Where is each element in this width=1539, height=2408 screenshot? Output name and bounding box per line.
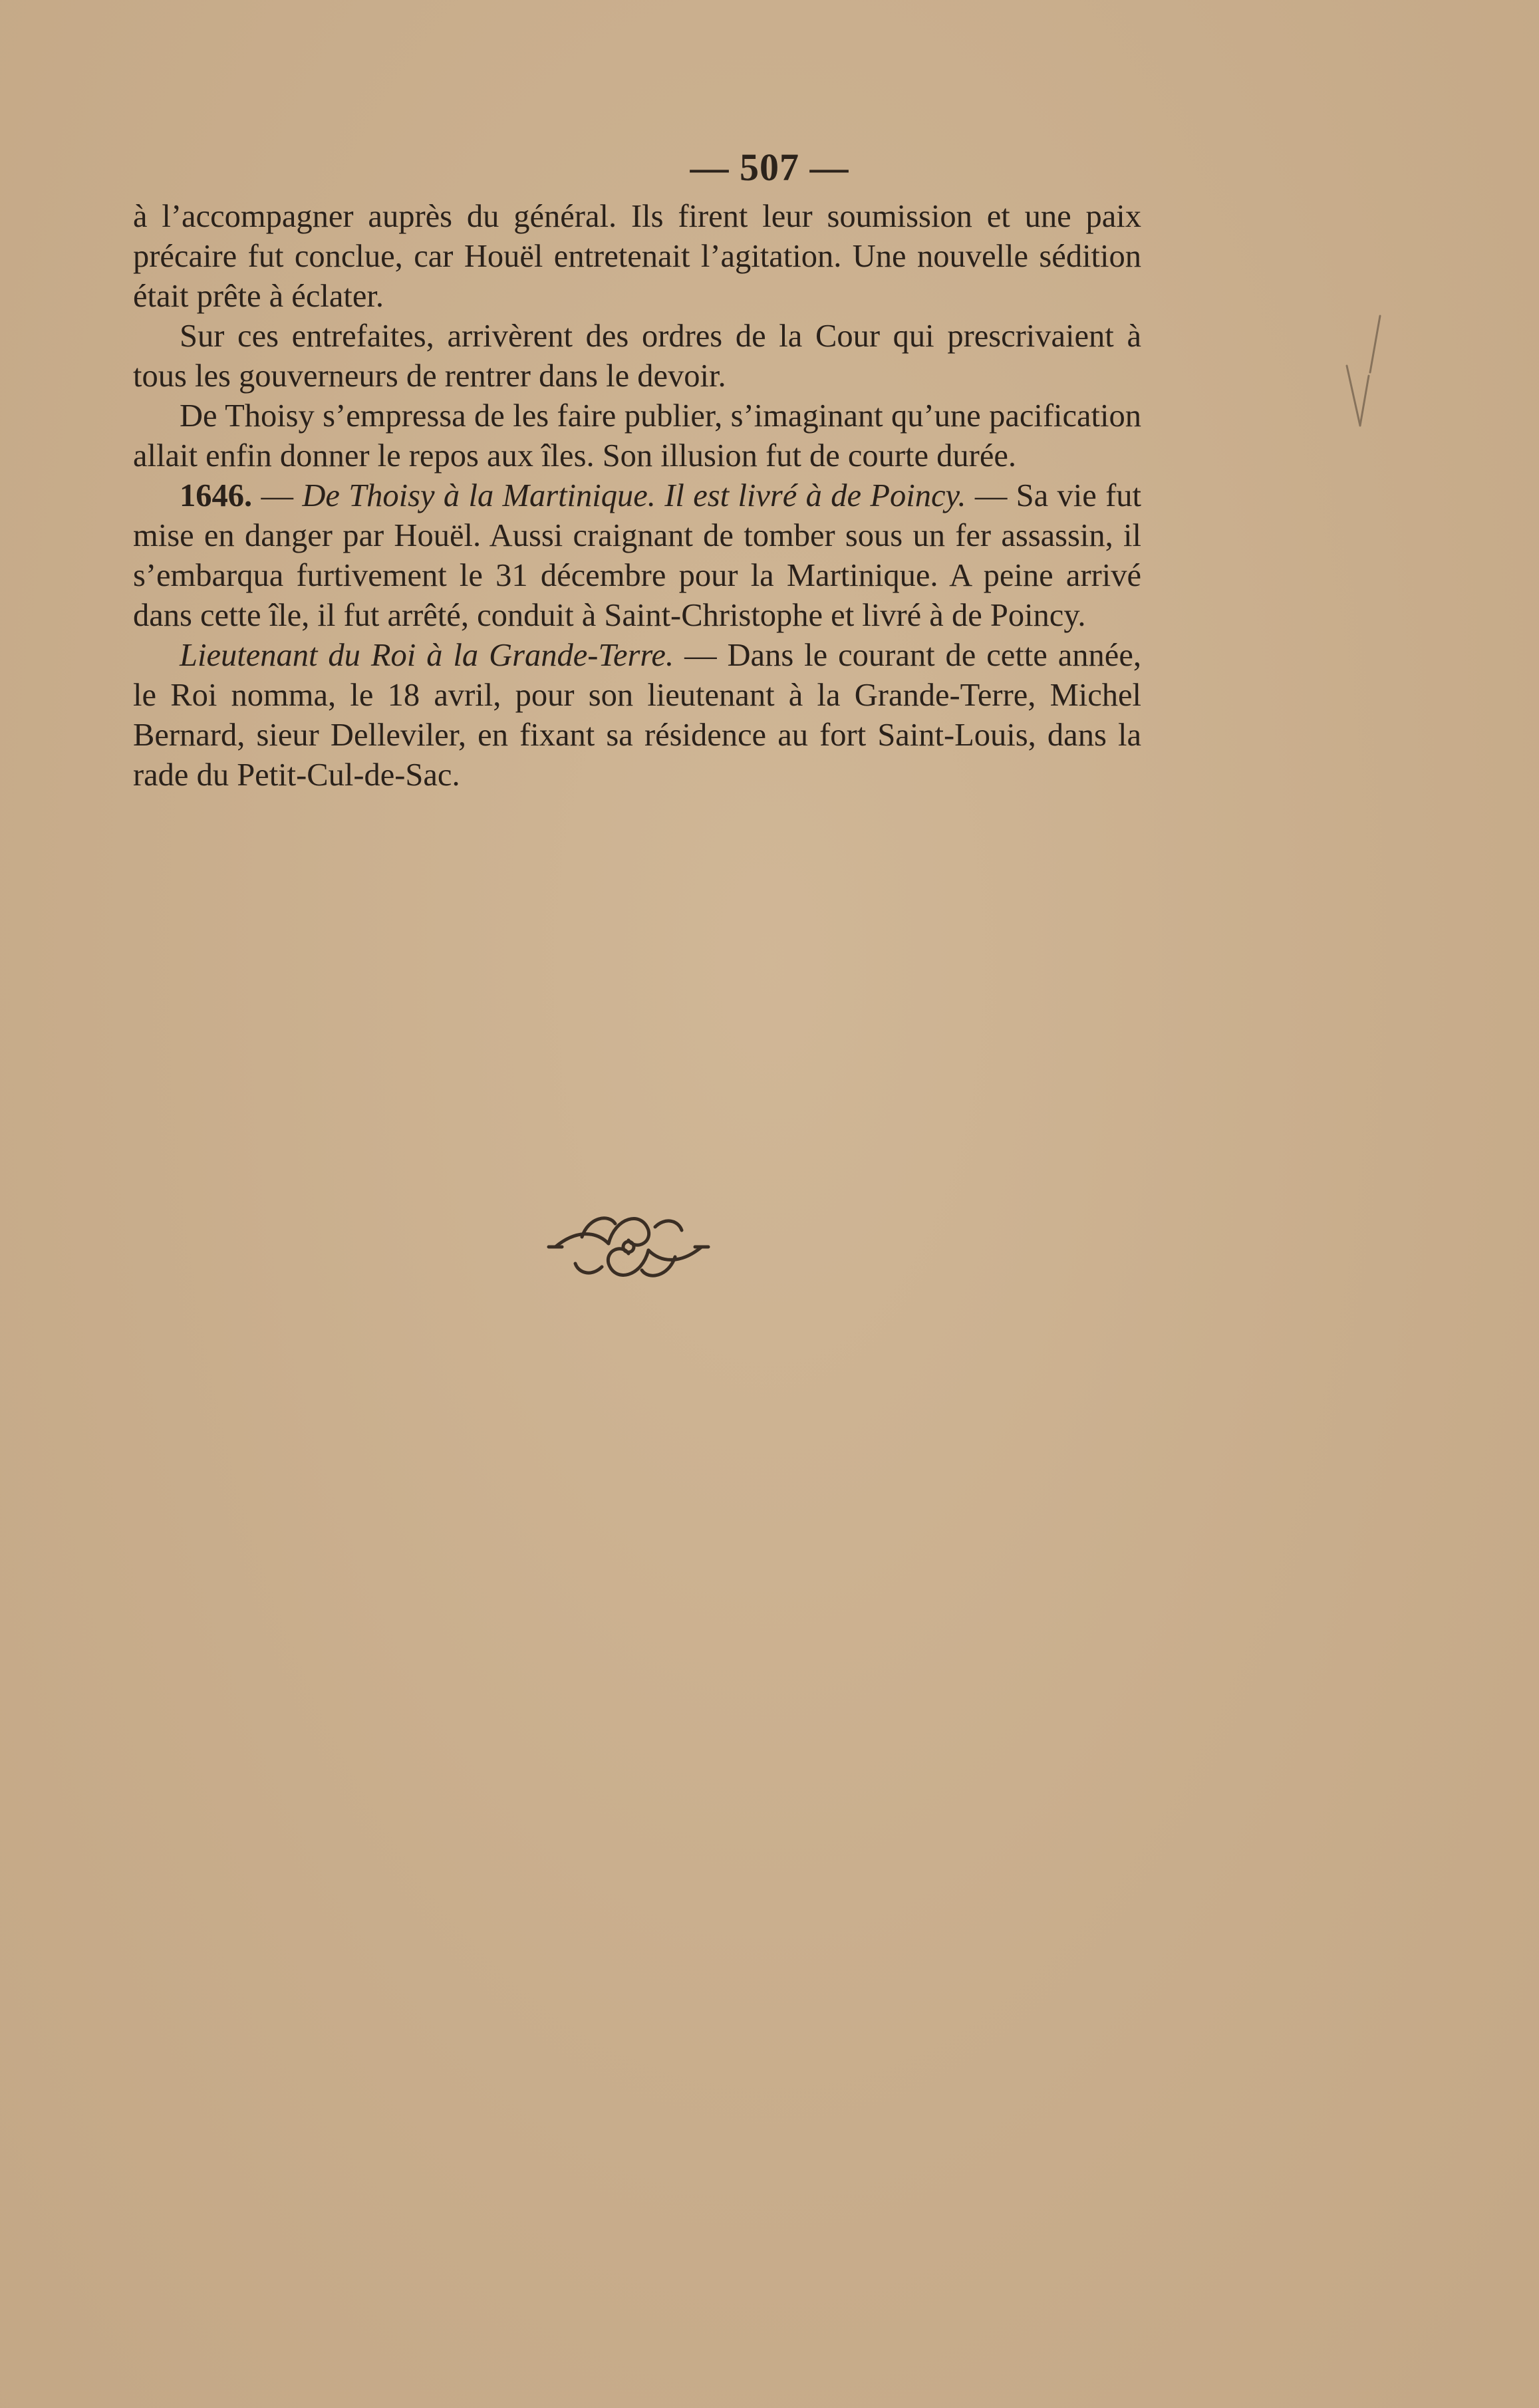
paragraph-1: à l’accompagner auprès du général. Ils firent leur soumission et une paix précaire fut conclue, car Houël entretenait l’agitation. Une nouvelle sédition était prête à éclater. bbox=[133, 199, 1141, 314]
paragraph-3: De Thoisy s’empressa de les faire publier, s’imaginant qu’une pacification allait enfin donner le repos aux îles. Son illusion fut de courte durée. bbox=[133, 398, 1141, 473]
year-1646: 1646. bbox=[180, 478, 253, 513]
paragraph-4 bbox=[133, 476, 1141, 636]
paragraph-5-body: — Dans le courant de cette année, le Roi nomma, le 18 avril, pour son lieutenant à la Grande-Terre, Michel Bernard, sieur Delleviler, en fixant sa résidence au fort Saint-Louis, dans la rade du Petit-Cul-de-Sac. bbox=[133, 638, 1141, 793]
paragraph-5 bbox=[133, 636, 1141, 795]
pencil-mark-icon bbox=[1343, 313, 1383, 466]
section-heading-lieutenant: Lieutenant du Roi à la Grande-Terre. bbox=[180, 638, 674, 673]
page-number: — 507 — bbox=[690, 146, 849, 189]
fleuron-ornament-icon bbox=[542, 1190, 715, 1303]
section-heading-thoisy: De Thoisy à la Martinique. Il est livré à de Poincy. bbox=[302, 478, 966, 513]
paragraph-2: Sur ces entrefaites, arrivèrent des ordres de la Cour qui prescrivaient à tous les gouverneurs de rentrer dans le devoir. bbox=[133, 319, 1141, 394]
section-dash: — bbox=[252, 478, 303, 513]
body-text bbox=[133, 197, 1141, 795]
paragraph-4-body: — Sa vie fut mise en danger par Houël. Aussi craignant de tomber sous un fer assassin, il s’embarqua furtivement le 31 décembre pour la Martinique. A peine arrivé dans cette île, il fut arrêté, conduit à Saint-Christophe et livré à de Poincy. bbox=[133, 478, 1141, 633]
